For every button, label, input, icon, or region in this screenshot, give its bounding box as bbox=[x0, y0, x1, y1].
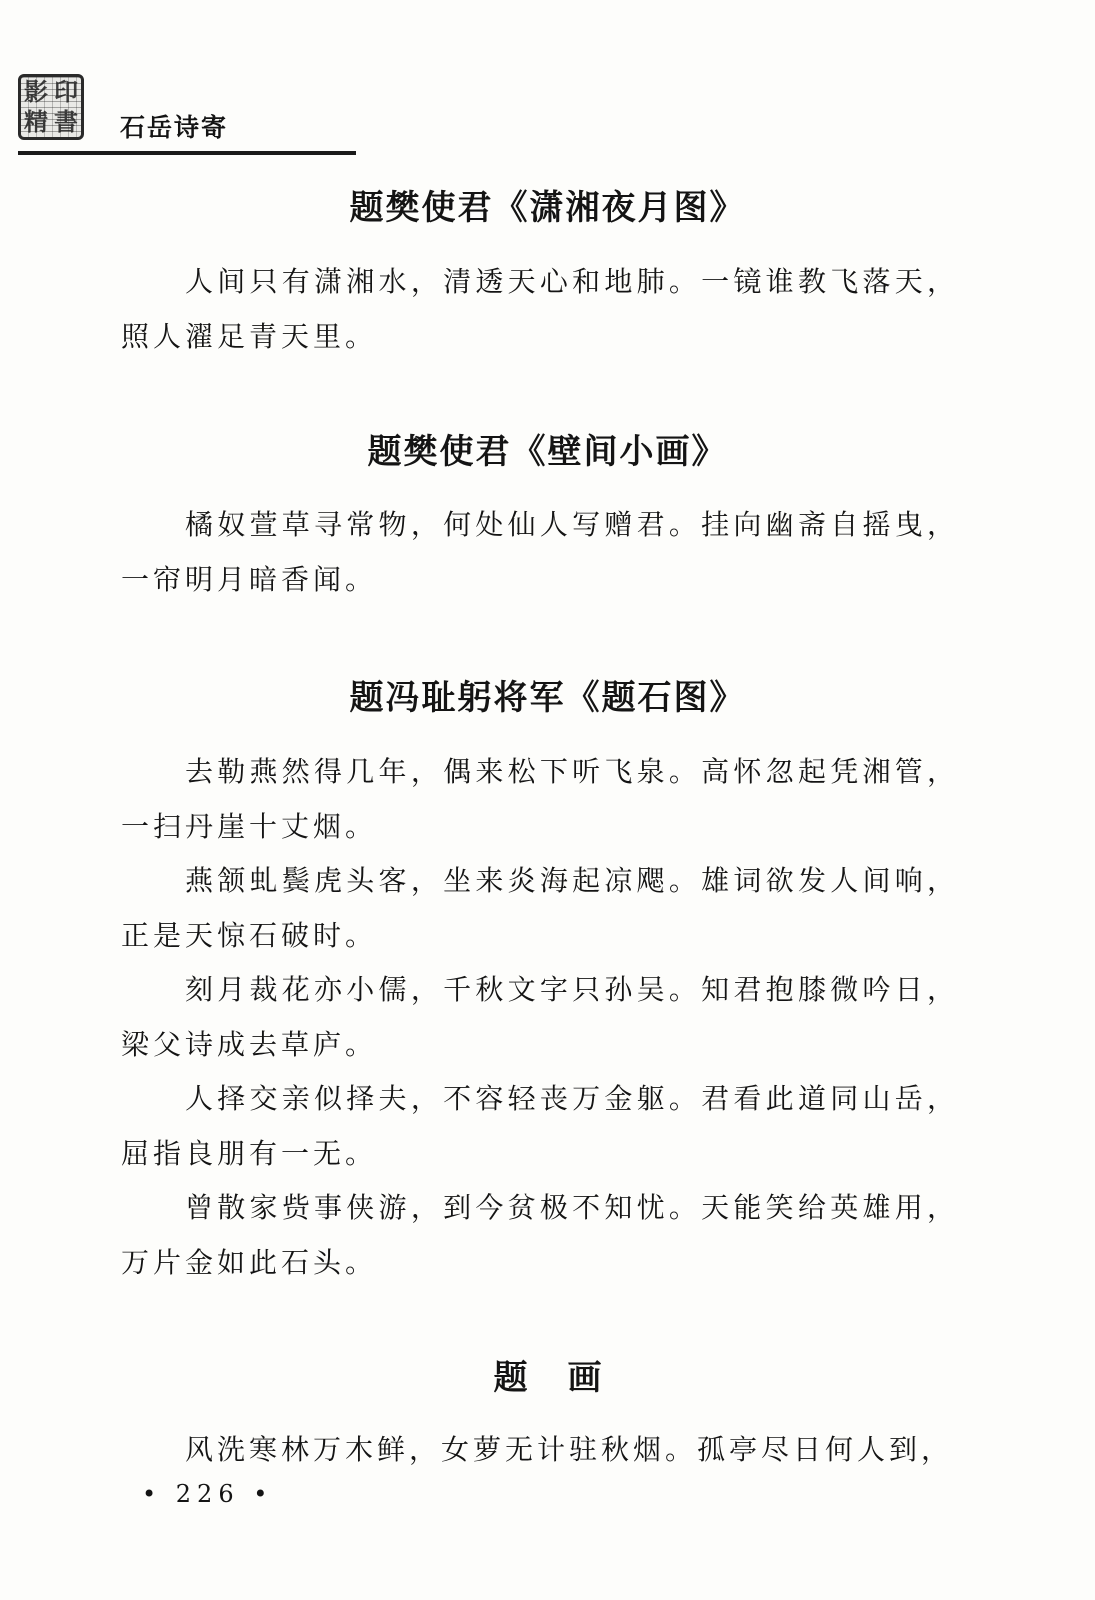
seal-char: 影 bbox=[24, 77, 48, 106]
poem-stanza: 曾散家赀事侠游，到今贫极不知忧。天能笑给英雄用，万片金如此石头。 bbox=[121, 1191, 959, 1279]
seal-char: 書 bbox=[54, 107, 78, 136]
page-header bbox=[18, 62, 356, 156]
running-head-title: 石岳诗寄 bbox=[120, 113, 229, 142]
poem-stanza: 燕颔虬鬓虎头客，坐来炎海起凉飔。雄词欲发人间响，正是天惊石破时。 bbox=[121, 864, 959, 952]
page-number: • 226 • bbox=[142, 1480, 274, 1508]
header-rule bbox=[18, 151, 356, 155]
poem-title: 题画 bbox=[493, 1358, 642, 1398]
poem-stanza: 风洗寒林万木鲜，女萝无计驻秋烟。孤亭尽日何人到， bbox=[185, 1433, 954, 1466]
poem-stanza: 人间只有潇湘水，清透天心和地肺。一镜谁教飞落天，照人濯足青天里。 bbox=[121, 265, 959, 353]
poem-title: 题冯耻躬将军《题石图》 bbox=[349, 678, 746, 718]
poem-stanza: 去勒燕然得几年，偶来松下听飞泉。高怀忽起凭湘管，一扫丹崖十丈烟。 bbox=[121, 755, 959, 843]
seal-char: 印 bbox=[54, 77, 78, 106]
poem-stanza: 刻月裁花亦小儒，千秋文字只孙吴。知君抱膝微吟日，梁父诗成去草庐。 bbox=[121, 973, 959, 1061]
poem-stanza: 橘奴萱草寻常物，何处仙人写赠君。挂向幽斋自摇曳，一帘明月暗香闻。 bbox=[121, 508, 959, 596]
poem-title: 题樊使君《壁间小画》 bbox=[367, 432, 728, 472]
seal-stamp bbox=[18, 74, 84, 140]
seal-char: 精 bbox=[24, 107, 48, 136]
poem-title: 题樊使君《潇湘夜月图》 bbox=[349, 188, 746, 228]
poem-stanza: 人择交亲似择夫，不容轻丧万金躯。君看此道同山岳，屈指良朋有一无。 bbox=[121, 1082, 959, 1170]
